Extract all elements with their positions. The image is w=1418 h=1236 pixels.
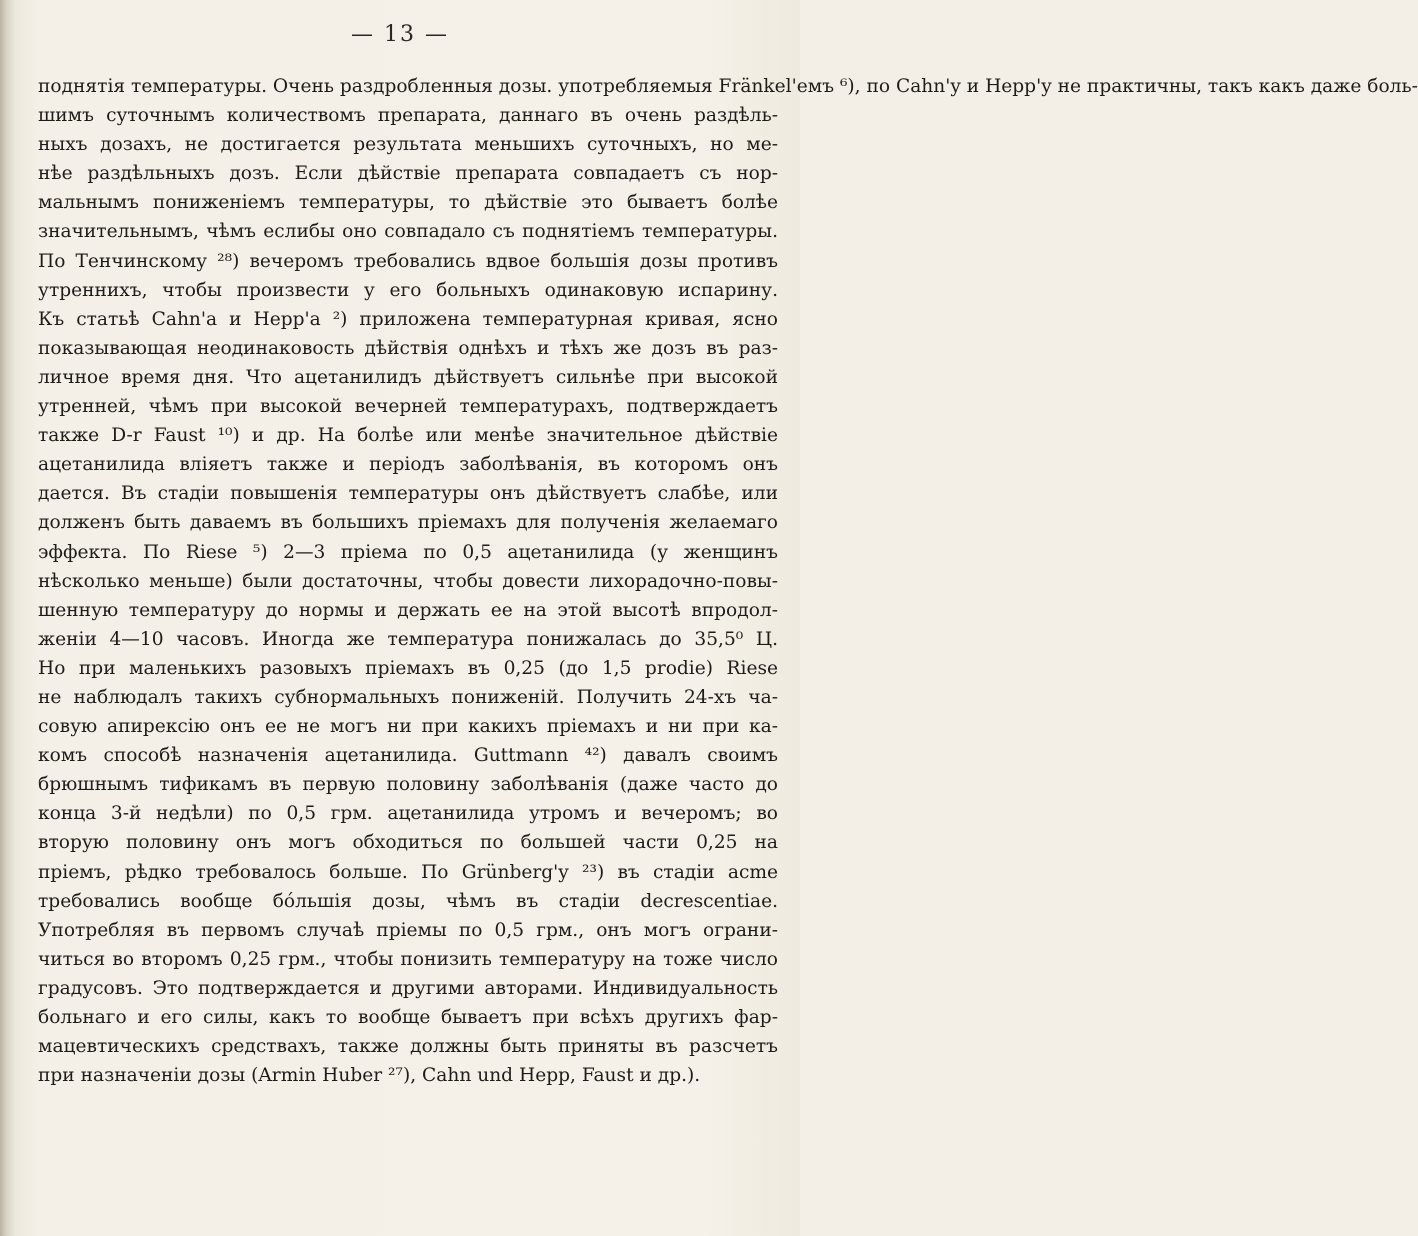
text-line: По Тенчинскому ²⁸) вечеромъ требовались вдвое большія дозы противъ [38, 250, 778, 272]
text-line: Употребляя въ первомъ случаѣ пріемы по 0,5 грм., онъ могъ ограни- [38, 919, 778, 941]
text-line: конца 3-й недѣли) по 0,5 грм. ацетанилида утромъ и вечеромъ; во [38, 803, 778, 825]
text-line: женіи 4—10 часовъ. Иногда же температура понижалась до 35,5⁰ Ц. [38, 628, 778, 650]
text-line: нѣе раздѣльныхъ дозъ. Если дѣйствіе препарата совпадаетъ съ нор- [38, 163, 778, 185]
text-line: мацевтическихъ средствахъ, также должны быть приняты въ разсчетъ [38, 1036, 778, 1058]
text-line: комъ способѣ назначенія ацетанилида. Guttmann ⁴²) давалъ своимъ [38, 745, 778, 767]
text-line: ацетанилида вліяетъ также и періодъ заболѣванія, въ которомъ онъ [38, 454, 778, 476]
text-line: также D-r Faust ¹⁰) и др. На болѣе или менѣе значительное дѣйствіе [38, 425, 778, 447]
text-line-last: при назначеніи дозы (Armin Huber ²⁷), Cahn und Hepp, Faust и др.). [38, 1065, 701, 1087]
text-line: мальнымъ пониженіемъ температуры, то дѣйствіе это бываетъ болѣе [38, 192, 778, 214]
page-number: — 13 — [351, 22, 449, 47]
text-line: показывающая неодинаковость дѣйствія однѣхъ и тѣхъ же дозъ въ раз- [38, 337, 778, 359]
text-line: значительнымъ, чѣмъ еслибы оно совпадало съ поднятіемъ температуры. [38, 221, 778, 243]
text-line: вторую половину онъ могъ обходиться по большей части 0,25 на [38, 832, 778, 854]
text-line: Но при маленькихъ разовыхъ пріемахъ въ 0,25 (до 1,5 prodie) Riese [38, 657, 778, 679]
binding-edge [0, 0, 14, 1236]
text-line: эффекта. По Riese ⁵) 2—3 пріема по 0,5 ацетанилида (у женщинъ [38, 541, 778, 563]
text-line: нѣсколько меньше) были достаточны, чтобы довести лихорадочно-повы- [38, 570, 778, 592]
text-line: градусовъ. Это подтверждается и другими авторами. Индивидуальность [38, 977, 778, 999]
text-line: утренней, чѣмъ при высокой вечерней температурахъ, подтверждаетъ [38, 396, 778, 418]
text-line: читься во второмъ 0,25 грм., чтобы понизить температуру на тоже число [38, 948, 778, 970]
text-line: брюшнымъ тификамъ въ первую половину заболѣванія (даже часто до [38, 774, 778, 796]
text-line: личное время дня. Что ацетанилидъ дѣйствуетъ сильнѣе при высокой [38, 366, 778, 388]
text-line: не наблюдалъ такихъ субнормальныхъ пониженій. Получить 24-хъ ча- [38, 686, 778, 708]
text-line: Къ статьѣ Cahn'a и Hepp'a ²) приложена температурная кривая, ясно [38, 308, 778, 330]
text-line: шенную температуру до нормы и держать ее на этой высотѣ впродол- [38, 599, 778, 621]
text-line: долженъ быть даваемъ въ большихъ пріемахъ для полученія желаемаго [38, 512, 778, 534]
text-line: дается. Въ стадіи повышенія температуры онъ дѣйствуетъ слабѣе, или [38, 483, 778, 505]
text-line: больнаго и его силы, какъ то вообще бываетъ при всѣхъ другихъ фар- [38, 1007, 778, 1028]
text-line: утреннихъ, чтобы произвести у его больныхъ одинаковую испарину. [38, 279, 778, 301]
text-line: пріемъ, рѣдко требовалось больше. По Grünberg'y ²³) въ стадіи acme [38, 861, 778, 883]
text-line: шимъ суточнымъ количествомъ препарата, даннаго въ очень раздѣль- [38, 105, 778, 127]
text-line: ныхъ дозахъ, не достигается результата меньшихъ суточныхъ, но ме- [38, 134, 778, 156]
text-line: требовались вообще бо́льшія дозы, чѣмъ въ стадіи decrescentiae. [38, 890, 778, 912]
text-line: совую апирексію онъ ее не могъ ни при какихъ пріемахъ и ни при ка- [38, 716, 778, 738]
body-text [38, 72, 1418, 1090]
text-line: поднятія температуры. Очень раздробленныя дозы. употребляемыя Fränkel'емъ ⁶), по Cahn'y и Hepp'y не практичны, такъ какъ даже боль- [38, 76, 1418, 97]
